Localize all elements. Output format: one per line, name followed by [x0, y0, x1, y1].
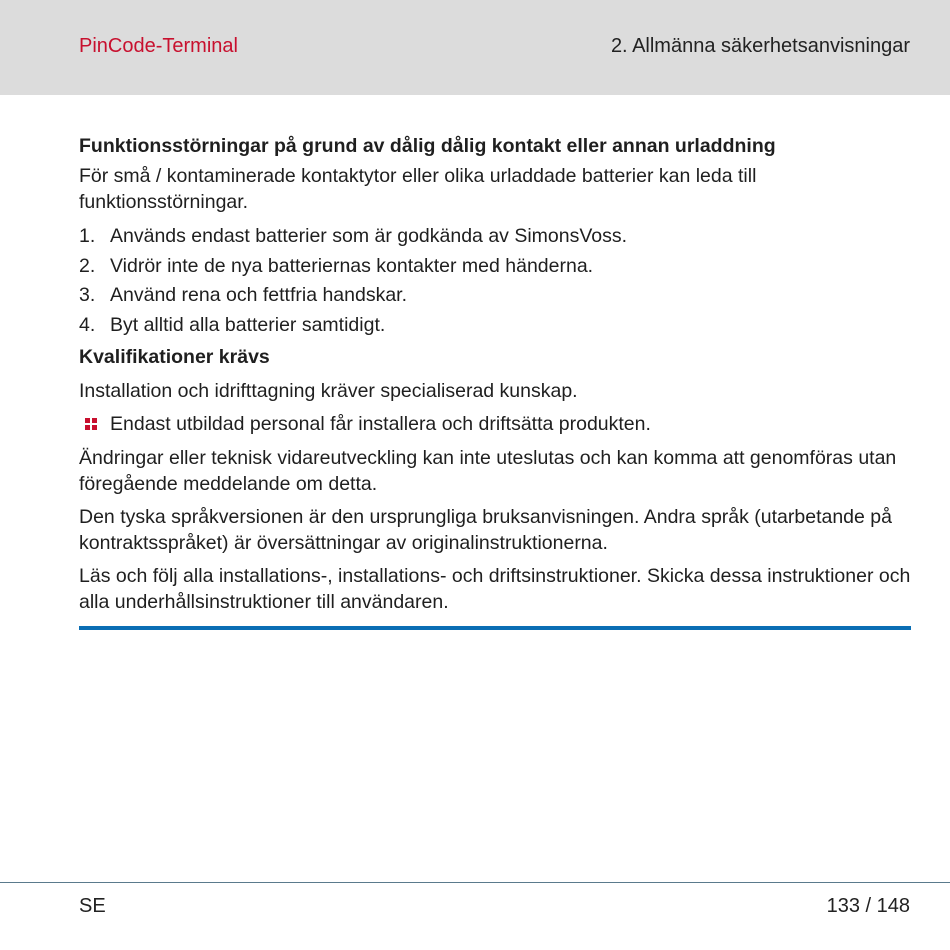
instructions-paragraph: Läs och följ alla installations-, installations- och driftsinstruktioner. Skicka dessa instruktioner och alla underhållsinstruktioner till användaren. — [79, 565, 911, 613]
intro-paragraph: För små / kontaminerade kontaktytor eller olika urladdade batterier kan leda till funktionsstörningar. — [79, 165, 757, 213]
step-number: 1. — [79, 225, 96, 247]
list-item — [79, 222, 911, 252]
page-header — [0, 0, 950, 95]
heading-malfunctions: Funktionsstörningar på grund av dålig dålig kontakt eller annan urladdning — [79, 135, 776, 157]
product-name: PinCode-Terminal — [79, 35, 238, 57]
step-text: Används endast batterier som är godkända av SimonsVoss. — [110, 225, 628, 247]
bullet-text: Endast utbildad personal får installera och driftsätta produkten. — [110, 413, 651, 435]
battery-steps-list — [79, 222, 911, 340]
list-item — [79, 252, 911, 282]
step-text: Byt alltid alla batterier samtidigt. — [110, 313, 386, 336]
heading-qualifications: Kvalifikationer krävs — [79, 346, 270, 368]
step-number: 2. — [79, 254, 96, 277]
section-title: 2. Allmänna säkerhetsanvisningar — [610, 35, 910, 57]
list-item — [79, 281, 911, 311]
step-number: 4. — [79, 313, 96, 336]
changes-paragraph: Ändringar eller teknisk vidareutveckling kan inte uteslutas och kan komma att genomföras utan föregående meddelande om detta. — [79, 447, 897, 495]
step-text: Använd rena och fettfria handskar. — [110, 284, 408, 306]
red-square-bullet-icon — [85, 418, 97, 430]
step-text: Vidrör inte de nya batteriernas kontakter med händerna. — [110, 254, 594, 277]
step-number: 3. — [79, 284, 96, 306]
list-item — [79, 311, 911, 341]
bullet-item — [79, 411, 911, 437]
footer-divider — [0, 882, 950, 883]
language-paragraph: Den tyska språkversionen är den ursprungliga bruksanvisningen. Andra språk (utarbetande på kontraktsspråket) är översättningar av originalinstruktionerna. — [79, 506, 892, 554]
qualification-paragraph: Installation och idrifttagning kräver specialiserad kunskap. — [79, 380, 578, 402]
section-divider — [79, 626, 911, 630]
page-content — [79, 133, 911, 622]
page-number: 133 / 148 — [826, 895, 910, 917]
footer-language: SE — [79, 895, 106, 917]
